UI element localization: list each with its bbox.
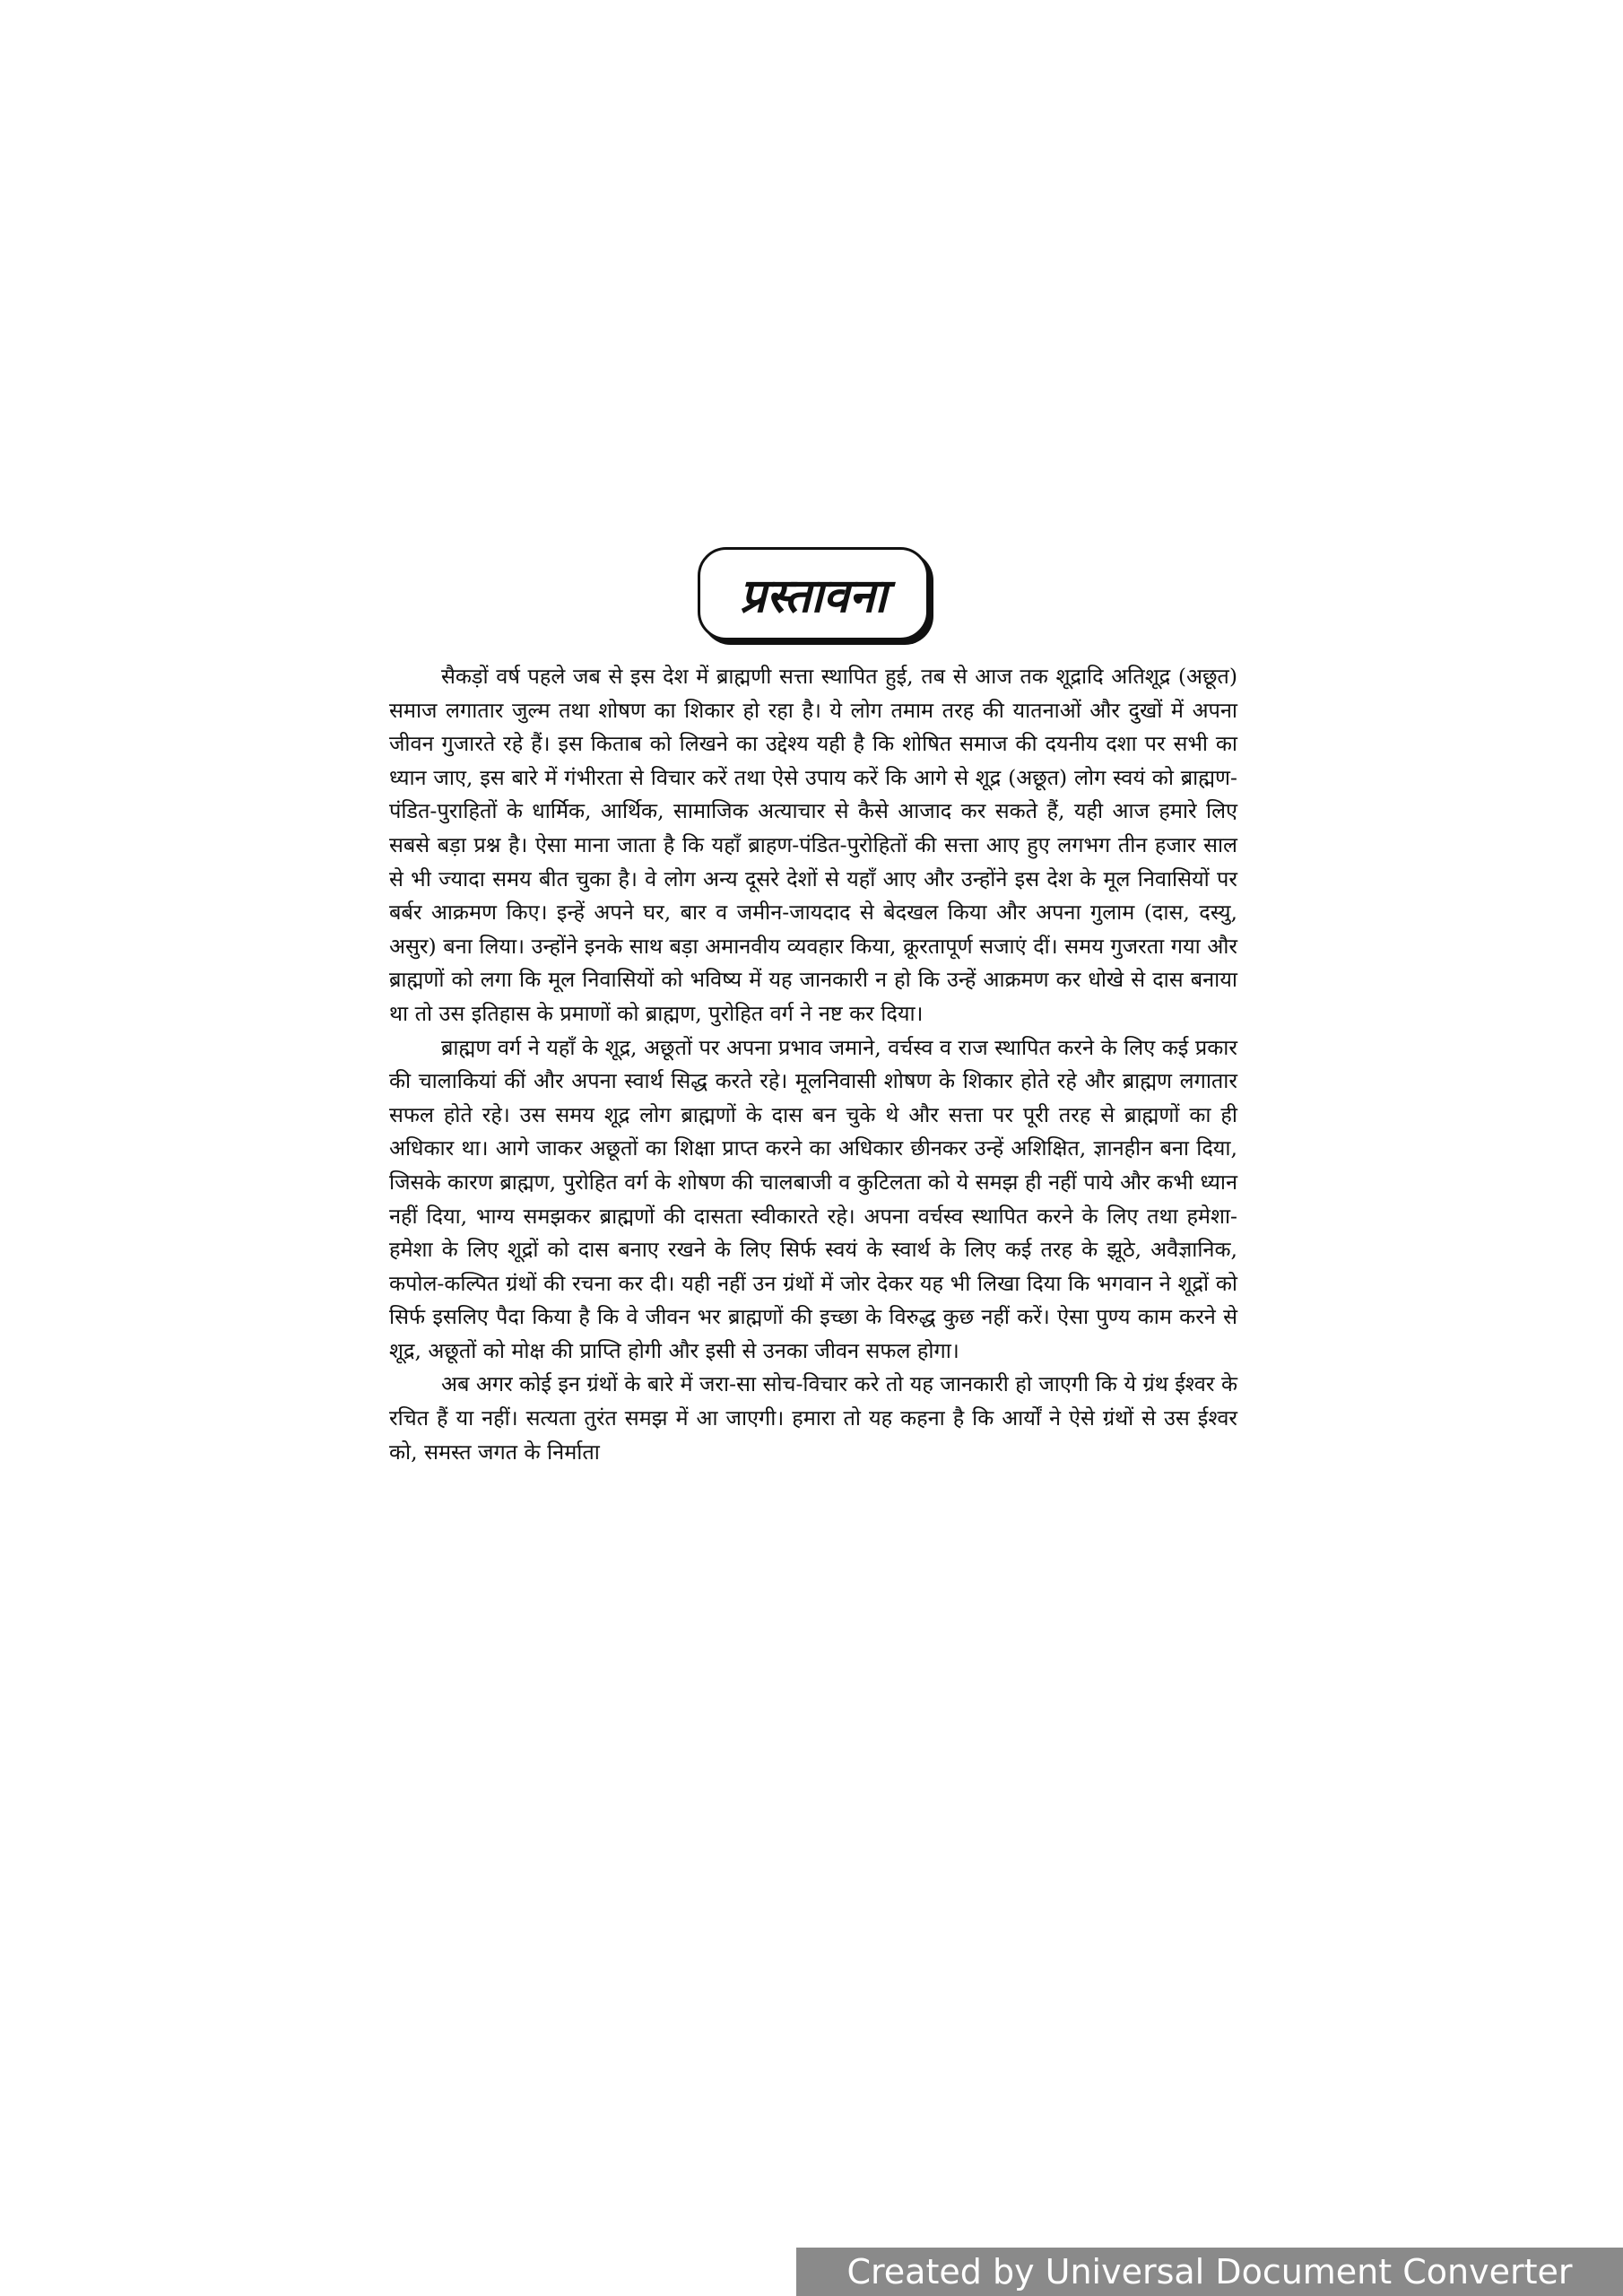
- paragraph-2: ब्राह्मण वर्ग ने यहाँ के शूद्र, अछूतों पर अपना प्रभाव जमाने, वर्चस्व व राज स्थापित करने के लिए कई प्रकार की चालाकियां कीं और अपना स्वार्थ सिद्ध करते रहे। मूलनिवासी शोषण के शिकार होते रहे और ब्राह्मण लगातार सफल होते रहे। उस समय शूद्र लोग ब्राह्मणों के दास बन चुके थे और सत्ता पर पूरी तरह से ब्राह्मणों का ही अधिकार था। आगे जाकर अछूतों का शिक्षा प्राप्त करने का अधिकार छीनकर उन्हें अशिक्षित, ज्ञानहीन बना दिया, जिसके कारण ब्राह्मण, पुरोहित वर्ग के शोषण की चालबाजी व कुटिलता को ये समझ ही नहीं पाये और कभी ध्यान नहीं दिया, भाग्य समझकर ब्राह्मणों की दासता स्वीकारते रहे। अपना वर्चस्व स्थापित करने के लिए तथा हमेशा-हमेशा के लिए शूद्रों को दास बनाए रखने के लिए सिर्फ स्वयं के स्वार्थ के लिए कई तरह के झूठे, अवैज्ञानिक, कपोल-कल्पित ग्रंथों की रचना कर दी। यही नहीं उन ग्रंथों में जोर देकर यह भी लिखा दिया कि भगवान ने शूद्रों को सिर्फ इसलिए पैदा किया है कि वे जीवन भर ब्राह्मणों की इच्छा के विरुद्ध कुछ नहीं करें। ऐसा पुण्य काम करने से शूद्र, अछूतों को मोक्ष की प्राप्ति होगी और इसी से उनका जीवन सफल होगा।: [389, 1034, 1237, 1363]
- page-title: प्रस्तावना: [739, 569, 888, 623]
- watermark-text: Created by Universal Document Converter: [846, 2252, 1573, 2292]
- watermark-banner: [796, 2248, 1623, 2296]
- body-text: [389, 660, 1237, 1469]
- title-frame: [698, 547, 929, 640]
- paragraph-3: अब अगर कोई इन ग्रंथों के बारे में जरा-सा सोच-विचार करे तो यह जानकारी हो जाएगी कि ये ग्रंथ ईश्वर के रचित हैं या नहीं। सत्यता तुरंत समझ में आ जाएगी। हमारा तो यह कहना है कि आर्यों ने ऐसे ग्रंथों से उस ईश्वर को, समस्त जगत के निर्माता: [389, 1371, 1237, 1465]
- paragraph-1: सैकड़ों वर्ष पहले जब से इस देश में ब्राह्मणी सत्ता स्थापित हुई, तब से आज तक शूद्रादि अतिशूद्र (अछूत) समाज लगातार जुल्म तथा शोषण का शिकार हो रहा है। ये लोग तमाम तरह की यातनाओं और दुखों में अपना जीवन गुजारते रहे हैं। इस किताब को लिखने का उद्देश्य यही है कि शोषित समाज की दयनीय दशा पर सभी का ध्यान जाए, इस बारे में गंभीरता से विचार करें तथा ऐसे उपाय करें कि आगे से शूद्र (अछूत) लोग स्वयं को ब्राह्मण-पंडित-पुराहितों के धार्मिक, आर्थिक, सामाजिक अत्याचार से कैसे आजाद कर सकते हैं, यही आज हमारे लिए सबसे बड़ा प्रश्न है। ऐसा माना जाता है कि यहाँ ब्राहण-पंडित-पुरोहितों की सत्ता आए हुए लगभग तीन हजार साल से भी ज्यादा समय बीत चुका है। वे लोग अन्य दूसरे देशों से यहाँ आए और उन्होंने इस देश के मूल निवासियों पर बर्बर आक्रमण किए। इन्हें अपने घर, बार व जमीन-जायदाद से बेदखल किया और अपना गुलाम (दास, दस्यु, असुर) बना लिया। उन्होंने इनके साथ बड़ा अमानवीय व्यवहार किया, क्रूरतापूर्ण सजाएं दीं। समय गुजरता गया और ब्राह्मणों को लगा कि मूल निवासियों को भविष्य में यह जानकारी न हो कि उन्हें आक्रमण कर धोखे से दास बनाया था तो उस इतिहास के प्रमाणों को ब्राह्मण, पुरोहित वर्ग ने नष्ट कर दिया।: [389, 664, 1237, 1026]
